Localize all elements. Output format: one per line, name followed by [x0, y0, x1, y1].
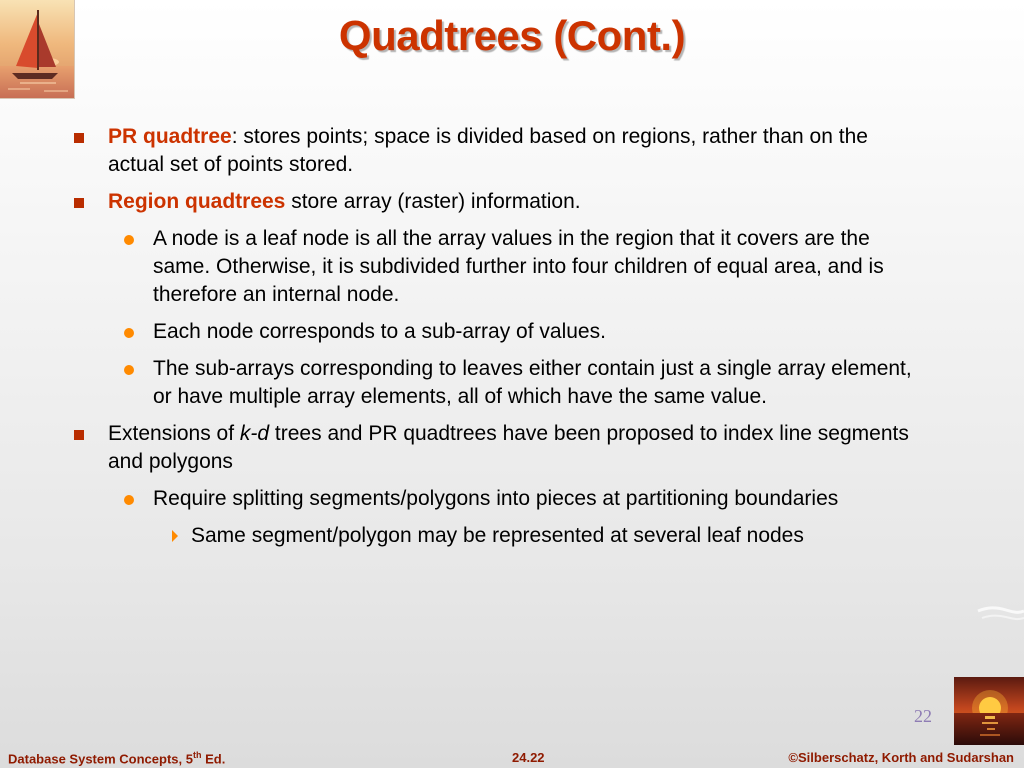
- sub-bullet-splitting: [70, 485, 912, 513]
- bullet-text: : stores points; space is divided based on regions, rather than on the actual set of points stored.: [108, 125, 868, 176]
- circle-bullet-icon: [124, 495, 134, 505]
- slide-title: Quadtrees (Cont.): [338, 12, 686, 59]
- bullet-suffix: trees and PR quadtrees have been proposed to index line segments and polygons: [108, 422, 909, 473]
- bullet-lead: PR quadtree: [108, 125, 232, 148]
- sub-bullet-text: Each node corresponds to a sub-array of values.: [153, 320, 606, 343]
- sub-bullet-subarray: [70, 318, 912, 346]
- nested-bullet-text: Same segment/polygon may be represented at several leaf nodes: [191, 524, 804, 547]
- sub-bullet-leaves: [70, 355, 912, 411]
- slide-footer: [0, 746, 1024, 768]
- bullet-region-quadtrees: [70, 188, 912, 216]
- footer-book-title-main: Database System Concepts, 5: [8, 751, 193, 767]
- sunset-over-water-image: [954, 677, 1024, 745]
- bullet-prefix: Extensions of: [108, 422, 240, 445]
- square-bullet-icon: [74, 430, 84, 440]
- sub-bullet-text: The sub-arrays corresponding to leaves either contain just a single array element, or have multiple array elements, all of which have the same value.: [153, 357, 912, 408]
- square-bullet-icon: [74, 133, 84, 143]
- sub-bullet-leaf-node: [70, 225, 912, 309]
- bullet-extensions: [70, 420, 912, 476]
- bullet-text: store array (raster) information.: [285, 190, 581, 213]
- bullet-lead: Region quadtrees: [108, 190, 286, 213]
- footer-book-title-tail: Ed.: [201, 751, 226, 767]
- page-number: 22: [914, 706, 932, 726]
- circle-bullet-icon: [124, 235, 134, 245]
- sub-bullet-text: Require splitting segments/polygons into pieces at partitioning boundaries: [153, 487, 839, 510]
- circle-bullet-icon: [124, 328, 134, 338]
- triangle-bullet-icon: [172, 530, 178, 542]
- circle-bullet-icon: [124, 365, 134, 375]
- sub-bullet-text: A node is a leaf node is all the array values in the region that it covers are the same. Otherwise, it is subdivided further into four children of equal area, and is therefore an internal node.: [153, 227, 884, 306]
- footer-book-title-sup: th: [192, 750, 202, 760]
- water-reflection-decoration: [976, 603, 1024, 625]
- bullet-italic-term: k-d: [239, 422, 270, 445]
- footer-book-title: [8, 750, 225, 766]
- footer-slide-code: 24.22: [512, 750, 545, 765]
- square-bullet-icon: [74, 198, 84, 208]
- footer-copyright: ©Silberschatz, Korth and Sudarshan: [788, 750, 1014, 765]
- bullet-pr-quadtree: [70, 123, 912, 179]
- slide-body: [70, 123, 912, 559]
- nested-bullet-same-segment: [70, 522, 912, 550]
